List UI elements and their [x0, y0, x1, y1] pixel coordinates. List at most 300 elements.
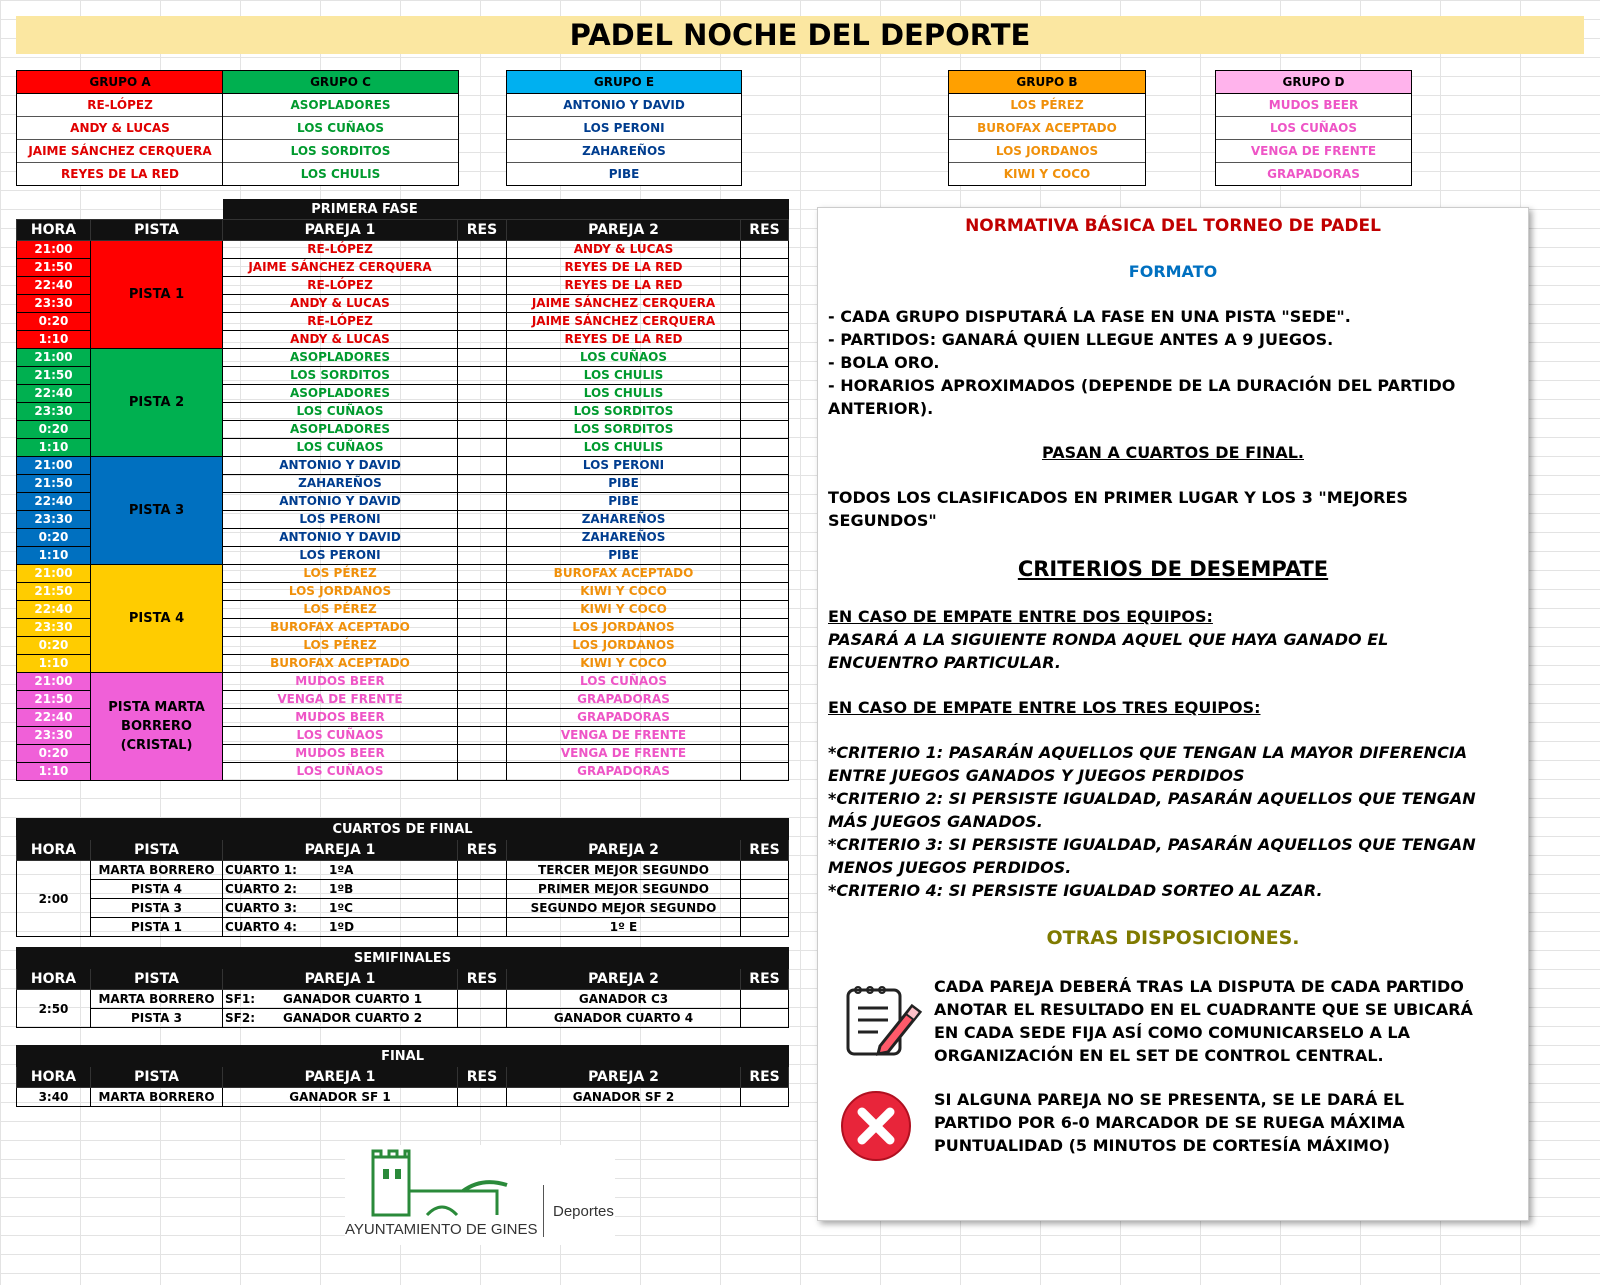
logo-name: AYUNTAMIENTO DE GINES [345, 1221, 538, 1238]
res-cell[interactable] [458, 745, 507, 763]
ko-pareja1 [223, 861, 458, 880]
res-cell[interactable] [741, 619, 789, 637]
pareja1-cell: ANTONIO Y DAVID [223, 493, 458, 511]
pareja2-cell: GRAPADORAS [507, 709, 741, 727]
ko-team: 1ºB [329, 882, 354, 896]
match-hora: 22:40 [17, 709, 91, 727]
match-hora: 0:20 [17, 745, 91, 763]
ko-row [17, 880, 789, 899]
pasan-line: TODOS LOS CLASIFICADOS EN PRIMER LUGAR Y LOS 3 "MEJORES [828, 488, 1408, 507]
ko-pareja2: GANADOR C3 [507, 990, 741, 1009]
ko-pareja2: SEGUNDO MEJOR SEGUNDO [507, 899, 741, 918]
res-cell[interactable] [741, 763, 789, 781]
pareja1-cell: BUROFAX ACEPTADO [223, 655, 458, 673]
match-hora: 21:50 [17, 259, 91, 277]
res-cell[interactable] [458, 277, 507, 295]
page-title: PADEL NOCHE DEL DEPORTE [16, 16, 1584, 54]
res-cell[interactable] [458, 439, 507, 457]
col-hora: HORA [17, 1067, 91, 1088]
ko-row [17, 861, 789, 880]
pareja1-cell: LOS CUÑAOS [223, 727, 458, 745]
group-team: LOS SORDITOS [223, 140, 458, 163]
ko-pareja1 [223, 899, 458, 918]
pareja2-cell: ZAHAREÑOS [507, 529, 741, 547]
group-box-a [16, 70, 224, 186]
res-cell[interactable] [458, 295, 507, 313]
criterio-line: ENTRE JUEGOS GANADOS Y JUEGOS PERDIDOS [828, 766, 1245, 785]
res-cell[interactable] [741, 709, 789, 727]
final-table [16, 1045, 789, 1107]
final-pista: MARTA BORRERO [91, 1088, 223, 1107]
group-team: RE-LÓPEZ [17, 94, 223, 117]
ko-team: 1ºD [329, 920, 355, 934]
ko-pista: PISTA 1 [91, 918, 223, 937]
pareja2-cell: LOS CHULIS [507, 367, 741, 385]
group-team: LOS PERONI [507, 117, 741, 140]
ko-team: 1ºC [329, 901, 353, 915]
res-cell[interactable] [741, 547, 789, 565]
res-cell[interactable] [741, 529, 789, 547]
group-team: LOS CUÑAOS [223, 117, 458, 140]
match-hora: 21:00 [17, 673, 91, 691]
col-pista: PISTA [91, 1067, 223, 1088]
match-hora: 23:30 [17, 403, 91, 421]
res-cell[interactable] [458, 403, 507, 421]
match-row [17, 673, 789, 691]
res-cell[interactable] [741, 861, 789, 880]
col-pareja1: PAREJA 1 [223, 1067, 458, 1088]
group-team: GRAPADORAS [1267, 167, 1360, 181]
ko-pareja2: PRIMER MEJOR SEGUNDO [507, 880, 741, 899]
group-team: PIBE [608, 167, 640, 181]
otras-line: SI ALGUNA PAREJA NO SE PRESENTA, SE LE DARÁ EL [934, 1090, 1405, 1109]
pareja2-cell: ANDY & LUCAS [507, 241, 741, 259]
semis-title: SEMIFINALES [17, 948, 789, 969]
cuartos-table [16, 818, 789, 937]
final-pareja1: GANADOR SF 1 [223, 1088, 458, 1107]
otras-line: ORGANIZACIÓN EN EL SET DE CONTROL CENTRAL. [934, 1046, 1384, 1065]
pareja1-cell: MUDOS BEER [223, 709, 458, 727]
pareja1-cell: VENGA DE FRENTE [223, 691, 458, 709]
pareja2-cell: KIWI Y COCO [507, 655, 741, 673]
rules-line: ANTERIOR). [828, 399, 934, 418]
res-cell[interactable] [458, 727, 507, 745]
group-team: VENGA DE FRENTE [1216, 140, 1411, 163]
match-hora: 21:50 [17, 367, 91, 385]
group-team: LOS CUÑAOS [1216, 117, 1411, 140]
empate-dos-line: PASARÁ A LA SIGUIENTE RONDA AQUEL QUE HAYA GANADO EL [828, 630, 1389, 649]
ko-pareja1 [223, 880, 458, 899]
ko-pista: MARTA BORRERO [91, 990, 223, 1009]
pista-label: PISTA 2 [91, 349, 223, 457]
pareja2-cell: LOS PERONI [507, 457, 741, 475]
res-cell[interactable] [458, 861, 507, 880]
match-hora: 0:20 [17, 421, 91, 439]
res-cell[interactable] [741, 511, 789, 529]
ayuntamiento-logo [345, 1145, 615, 1245]
ko-pista: MARTA BORRERO [91, 861, 223, 880]
ko-code: CUARTO 4: [225, 920, 297, 934]
res-cell[interactable] [458, 763, 507, 781]
res-cell[interactable] [458, 493, 507, 511]
col-pareja1: PAREJA 1 [223, 840, 458, 861]
col-hora: HORA [17, 840, 91, 861]
ko-code: CUARTO 3: [225, 901, 297, 915]
col-hora: HORA [17, 969, 91, 990]
res-cell[interactable] [458, 457, 507, 475]
match-hora: 1:10 [17, 439, 91, 457]
ko-row [17, 918, 789, 937]
pareja1-cell: MUDOS BEER [223, 673, 458, 691]
criterio-line: *CRITERIO 2: SI PERSISTE IGUALDAD, PASARÁN AQUELLOS QUE TENGAN [828, 789, 1476, 808]
ko-team: GANADOR CUARTO 1 [283, 992, 423, 1006]
pareja2-cell: REYES DE LA RED [507, 331, 741, 349]
otras-line: EN CADA SEDE FIJA ASÍ COMO COMUNICARSELO A LA [934, 1023, 1410, 1042]
pareja1-cell: ZAHAREÑOS [223, 475, 458, 493]
pareja1-cell: ANDY & LUCAS [223, 331, 458, 349]
pareja2-cell: LOS JORDANOS [507, 619, 741, 637]
col-res: RES [458, 220, 507, 241]
final-pareja2: GANADOR SF 2 [507, 1088, 741, 1107]
otras-title: OTRAS DISPOSICIONES. [1046, 927, 1300, 949]
res-cell[interactable] [741, 313, 789, 331]
pareja1-cell: LOS CUÑAOS [223, 403, 458, 421]
ko-team: 1ºA [329, 863, 354, 877]
res-cell[interactable] [458, 899, 507, 918]
criterio-line: *CRITERIO 4: SI PERSISTE IGUALDAD SORTEO AL AZAR. [828, 881, 1323, 900]
logo-dept: Deportes [553, 1203, 614, 1220]
ko-pareja1 [223, 918, 458, 937]
res-cell[interactable] [741, 457, 789, 475]
pareja1-cell: ANDY & LUCAS [223, 295, 458, 313]
pista-label: PISTA 3 [91, 457, 223, 565]
col-res: RES [741, 1067, 789, 1088]
cuartos-title: CUARTOS DE FINAL [17, 819, 789, 840]
empate-dos-line: ENCUENTRO PARTICULAR. [828, 653, 1061, 672]
pareja2-cell: LOS JORDANOS [507, 637, 741, 655]
clipboard-pencil-icon [840, 980, 924, 1060]
res-cell[interactable] [741, 241, 789, 259]
col-pareja1: PAREJA 1 [223, 220, 458, 241]
empate-tres-title: EN CASO DE EMPATE ENTRE LOS TRES EQUIPOS: [828, 698, 1261, 717]
res-cell[interactable] [741, 259, 789, 277]
res-cell[interactable] [741, 918, 789, 937]
res-cell[interactable] [741, 691, 789, 709]
res-cell[interactable] [458, 673, 507, 691]
pareja2-cell: KIWI Y COCO [507, 583, 741, 601]
pareja2-cell: ZAHAREÑOS [507, 511, 741, 529]
match-row [17, 241, 789, 259]
group-box-e [506, 70, 742, 186]
res-cell[interactable] [458, 990, 507, 1009]
pareja1-cell: ASOPLADORES [223, 349, 458, 367]
res-cell[interactable] [741, 421, 789, 439]
res-cell[interactable] [741, 637, 789, 655]
ko-code: SF1: [225, 992, 255, 1006]
pasan-title: PASAN A CUARTOS DE FINAL. [1041, 443, 1304, 462]
col-pista: PISTA [91, 840, 223, 861]
col-res: RES [741, 969, 789, 990]
pareja1-cell: LOS PÉREZ [223, 565, 458, 583]
pareja2-cell: LOS SORDITOS [507, 403, 741, 421]
match-hora: 22:40 [17, 277, 91, 295]
match-hora: 22:40 [17, 493, 91, 511]
ko-pista: PISTA 3 [91, 1009, 223, 1028]
match-hora: 21:00 [17, 349, 91, 367]
res-cell[interactable] [741, 331, 789, 349]
pareja2-cell: JAIME SÁNCHEZ CERQUERA [507, 295, 741, 313]
group-header: GRUPO E [507, 71, 741, 94]
match-hora: 23:30 [17, 511, 91, 529]
res-cell[interactable] [741, 403, 789, 421]
col-pareja1: PAREJA 1 [223, 969, 458, 990]
res-cell[interactable] [458, 511, 507, 529]
criterio-line: MENOS JUEGOS PERDIDOS. [828, 858, 1072, 877]
pista-label: PISTA 1 [91, 241, 223, 349]
otras-line: PARTIDO POR 6-0 MARCADOR DE SE RUEGA MÁXIMA [934, 1113, 1405, 1132]
res-cell[interactable] [458, 547, 507, 565]
pareja1-cell: LOS SORDITOS [223, 367, 458, 385]
logo-divider [543, 1185, 544, 1237]
res-cell[interactable] [741, 745, 789, 763]
group-box-d [1215, 70, 1412, 186]
match-hora: 1:10 [17, 655, 91, 673]
col-res: RES [458, 840, 507, 861]
group-team: KIWI Y COCO [1003, 167, 1091, 181]
pareja1-cell: LOS PÉREZ [223, 637, 458, 655]
group-team: LOS JORDANOS [949, 140, 1145, 163]
pareja1-cell: JAIME SÁNCHEZ CERQUERA [223, 259, 458, 277]
pareja2-cell: REYES DE LA RED [507, 259, 741, 277]
criterio-line: *CRITERIO 1: PASARÁN AQUELLOS QUE TENGAN LA MAYOR DIFERENCIA [828, 743, 1468, 762]
res-cell[interactable] [458, 349, 507, 367]
match-hora: 21:00 [17, 241, 91, 259]
col-res: RES [458, 969, 507, 990]
pareja2-cell: LOS SORDITOS [507, 421, 741, 439]
res-cell[interactable] [458, 880, 507, 899]
match-row [17, 565, 789, 583]
criterio-line: MÁS JUEGOS GANADOS. [828, 812, 1043, 831]
rules-line: - CADA GRUPO DISPUTARÁ LA FASE EN UNA PISTA "SEDE". [828, 307, 1351, 326]
pareja2-cell: VENGA DE FRENTE [507, 727, 741, 745]
match-row [17, 349, 789, 367]
group-team: ANTONIO Y DAVID [507, 94, 741, 117]
res-cell[interactable] [458, 259, 507, 277]
otras-line: PUNTUALIDAD (5 MINUTOS DE CORTESÍA MÁXIMO) [934, 1136, 1390, 1155]
res-cell[interactable] [741, 565, 789, 583]
pasan-line: SEGUNDOS" [828, 511, 937, 530]
pareja2-cell: PIBE [507, 547, 741, 565]
semis-table [16, 947, 789, 1028]
rules-title: NORMATIVA BÁSICA DEL TORNEO DE PADEL [965, 216, 1381, 236]
match-hora: 0:20 [17, 637, 91, 655]
ko-pareja2: 1º E [507, 918, 741, 937]
group-team: MUDOS BEER [1216, 94, 1411, 117]
res-cell[interactable] [741, 385, 789, 403]
res-cell[interactable] [458, 918, 507, 937]
ko-code: SF2: [225, 1011, 255, 1025]
match-hora: 1:10 [17, 331, 91, 349]
res-cell[interactable] [741, 601, 789, 619]
res-cell[interactable] [458, 367, 507, 385]
res-cell[interactable] [741, 1009, 789, 1028]
criterios-title: CRITERIOS DE DESEMPATE [1017, 557, 1329, 581]
res-cell[interactable] [741, 493, 789, 511]
ko-hora: 2:00 [17, 861, 91, 937]
pareja1-cell: LOS PERONI [223, 547, 458, 565]
res-cell[interactable] [741, 583, 789, 601]
res-cell[interactable] [741, 475, 789, 493]
pareja1-cell: RE-LÓPEZ [223, 313, 458, 331]
pista-label: PISTA MARTA BORRERO (CRISTAL) [91, 673, 223, 781]
match-hora: 21:50 [17, 475, 91, 493]
ko-pista: PISTA 3 [91, 899, 223, 918]
castle-icon [367, 1147, 517, 1217]
res-cell[interactable] [741, 439, 789, 457]
group-team: LOS PÉREZ [949, 94, 1145, 117]
col-res: RES [458, 1067, 507, 1088]
otras-line: ANOTAR EL RESULTADO EN EL CUADRANTE QUE SE UBICARÁ [934, 1000, 1473, 1019]
pareja2-cell: LOS CHULIS [507, 385, 741, 403]
ko-pareja1 [223, 1009, 458, 1028]
pareja1-cell: ANTONIO Y DAVID [223, 457, 458, 475]
group-team: JAIME SÁNCHEZ CERQUERA [17, 140, 223, 163]
final-title: FINAL [17, 1046, 789, 1067]
group-header: GRUPO A [17, 71, 223, 94]
group-header: GRUPO D [1216, 71, 1411, 94]
res-cell[interactable] [741, 899, 789, 918]
res-cell[interactable] [458, 637, 507, 655]
col-pista: PISTA [91, 969, 223, 990]
col-pista: PISTA [91, 220, 223, 241]
group-team: BUROFAX ACEPTADO [949, 117, 1145, 140]
ko-pareja2: GANADOR CUARTO 4 [507, 1009, 741, 1028]
pareja1-cell: ANTONIO Y DAVID [223, 529, 458, 547]
res-cell[interactable] [741, 990, 789, 1009]
ko-pista: PISTA 4 [91, 880, 223, 899]
res-cell[interactable] [458, 529, 507, 547]
group-team: ZAHAREÑOS [507, 140, 741, 163]
pareja2-cell: LOS CHULIS [507, 439, 741, 457]
ko-row [17, 899, 789, 918]
rules-line: - HORARIOS APROXIMADOS (DEPENDE DE LA DURACIÓN DEL PARTIDO [828, 376, 1456, 395]
pareja2-cell: BUROFAX ACEPTADO [507, 565, 741, 583]
ko-pareja1 [223, 990, 458, 1009]
pareja1-cell: LOS PERONI [223, 511, 458, 529]
pareja2-cell: PIBE [507, 475, 741, 493]
pareja2-cell: KIWI Y COCO [507, 601, 741, 619]
group-box-c [222, 70, 459, 186]
pareja1-cell: LOS CUÑAOS [223, 439, 458, 457]
res-cell[interactable] [458, 475, 507, 493]
res-cell[interactable] [458, 601, 507, 619]
match-row [17, 457, 789, 475]
res-cell[interactable] [458, 565, 507, 583]
res-cell[interactable] [741, 673, 789, 691]
final-res2[interactable] [741, 1088, 789, 1107]
ko-code: CUARTO 2: [225, 882, 297, 896]
match-hora: 21:00 [17, 457, 91, 475]
pareja1-cell: ASOPLADORES [223, 421, 458, 439]
pareja1-cell: MUDOS BEER [223, 745, 458, 763]
pareja1-cell: BUROFAX ACEPTADO [223, 619, 458, 637]
match-hora: 1:10 [17, 547, 91, 565]
match-hora: 23:30 [17, 619, 91, 637]
pareja1-cell: ASOPLADORES [223, 385, 458, 403]
criterio-line: *CRITERIO 3: SI PERSISTE IGUALDAD, PASARÁN AQUELLOS QUE TENGAN [828, 835, 1476, 854]
res-cell[interactable] [741, 880, 789, 899]
col-pareja2: PAREJA 2 [507, 1067, 741, 1088]
rules-line: - PARTIDOS: GANARÁ QUIEN LLEGUE ANTES A 9 JUEGOS. [828, 330, 1334, 349]
col-pareja2: PAREJA 2 [507, 840, 741, 861]
pareja2-cell: LOS CUÑAOS [507, 673, 741, 691]
primera-fase-title: PRIMERA FASE [223, 199, 507, 220]
res-cell[interactable] [741, 367, 789, 385]
pareja2-cell: REYES DE LA RED [507, 277, 741, 295]
res-cell[interactable] [741, 295, 789, 313]
pista-label: PISTA 4 [91, 565, 223, 673]
match-hora: 23:30 [17, 727, 91, 745]
res-cell[interactable] [458, 691, 507, 709]
res-cell[interactable] [458, 1009, 507, 1028]
group-team: LOS CHULIS [300, 167, 381, 181]
res-cell[interactable] [741, 655, 789, 673]
match-hora: 22:40 [17, 601, 91, 619]
final-res1[interactable] [458, 1088, 507, 1107]
match-hora: 21:00 [17, 565, 91, 583]
pareja2-cell: JAIME SÁNCHEZ CERQUERA [507, 313, 741, 331]
pareja2-cell: GRAPADORAS [507, 691, 741, 709]
ko-row [17, 1009, 789, 1028]
res-cell[interactable] [741, 349, 789, 367]
res-cell[interactable] [458, 313, 507, 331]
ko-team: GANADOR CUARTO 2 [283, 1011, 423, 1025]
match-hora: 0:20 [17, 529, 91, 547]
pareja2-cell: GRAPADORAS [507, 763, 741, 781]
group-header: GRUPO C [223, 71, 458, 94]
res-cell[interactable] [458, 583, 507, 601]
ko-row [17, 990, 789, 1009]
res-cell[interactable] [741, 277, 789, 295]
pareja1-cell: LOS CUÑAOS [223, 763, 458, 781]
res-cell[interactable] [458, 709, 507, 727]
match-hora: 0:20 [17, 313, 91, 331]
res-cell[interactable] [458, 385, 507, 403]
pareja2-cell: LOS CUÑAOS [507, 349, 741, 367]
match-hora: 23:30 [17, 295, 91, 313]
res-cell[interactable] [458, 421, 507, 439]
res-cell[interactable] [458, 655, 507, 673]
pareja1-cell: LOS JORDANOS [223, 583, 458, 601]
group-team: ASOPLADORES [223, 94, 458, 117]
res-cell[interactable] [458, 241, 507, 259]
red-x-icon [838, 1088, 914, 1164]
res-cell[interactable] [741, 727, 789, 745]
col-pareja2: PAREJA 2 [507, 969, 741, 990]
pareja2-cell: VENGA DE FRENTE [507, 745, 741, 763]
match-hora: 21:50 [17, 583, 91, 601]
match-hora: 21:50 [17, 691, 91, 709]
group-team: ANDY & LUCAS [17, 117, 223, 140]
match-hora: 1:10 [17, 763, 91, 781]
empate-dos-title: EN CASO DE EMPATE ENTRE DOS EQUIPOS: [828, 607, 1213, 626]
match-hora: 22:40 [17, 385, 91, 403]
formato-title: FORMATO [1128, 262, 1218, 281]
col-res: RES [741, 840, 789, 861]
res-cell[interactable] [458, 619, 507, 637]
pareja2-cell: PIBE [507, 493, 741, 511]
res-cell[interactable] [458, 331, 507, 349]
